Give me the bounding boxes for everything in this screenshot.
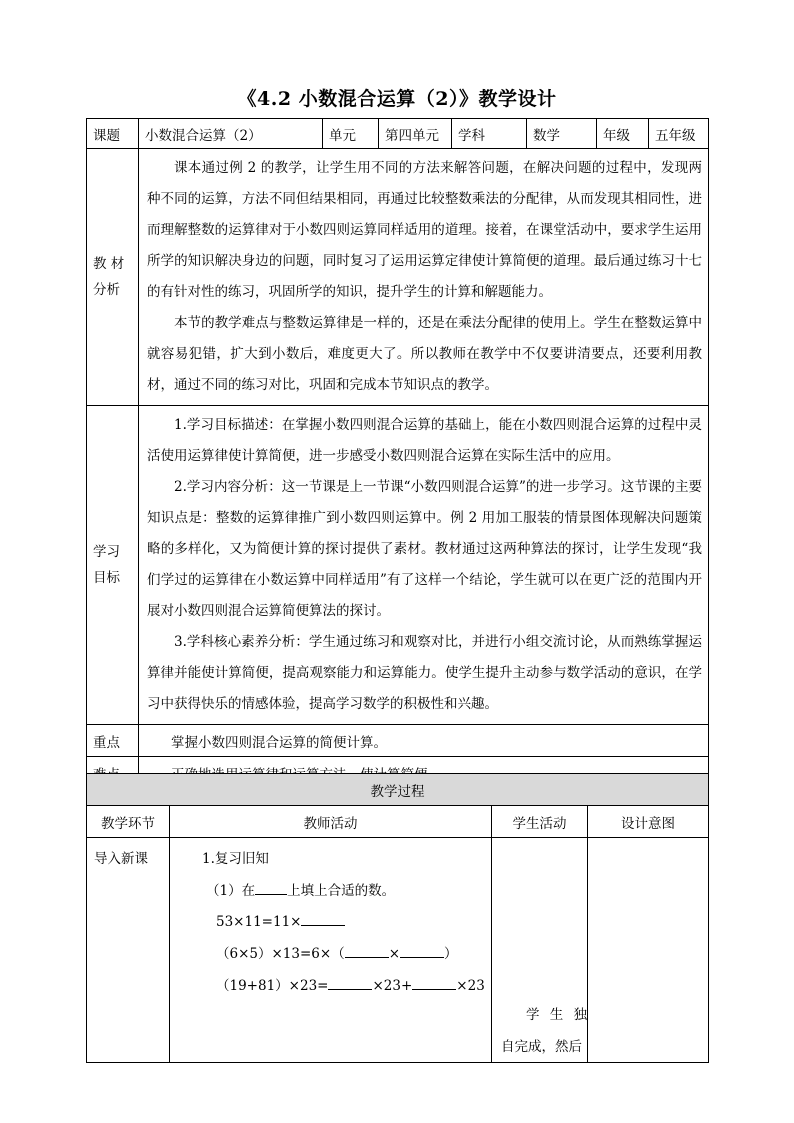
objectives-label: 学习 目标 [87,406,139,725]
equation-3-left: （19+81）×23= [216,978,329,994]
process-row-intro [87,838,709,1063]
column-stage: 教学环节 [87,806,170,838]
student-activity-line: 自完成，然后 [501,1039,582,1055]
objective-paragraph: 3.学科核心素养分析：学生通过练习和观察对比，并进行小组交流讨论，从而熟练掌握运算律并能使计算简便，提高观察能力和运算能力。使学生提升主动参与数学活动的意识，在学习中获得快乐的情感体验，提高学习数学的积极性和兴趣。 [147,634,702,712]
topic-value: 小数混合运算（2） [139,119,323,149]
student-activity-line: 学 生 独 [526,1007,591,1023]
key-point-value: 掌握小数四则混合运算的简便计算。 [139,725,709,757]
key-point-row [87,725,709,757]
unit-value: 第四单元 [379,119,452,149]
column-student-activity: 学生活动 [492,806,588,838]
equation-2 [216,942,458,962]
equation-2-mid: × [388,946,401,962]
answer-blank [400,943,444,958]
question-1-prefix: （1）在 [206,883,256,899]
analysis-row [87,149,709,406]
question-1-suffix: 上填上合适的数。 [287,883,396,899]
equation-1 [216,911,345,930]
process-heading-row [87,774,709,806]
subject-value: 数学 [527,119,597,149]
column-design-intent: 设计意图 [588,806,709,838]
student-activity-cell [492,838,591,1063]
objectives-content [139,406,709,725]
process-heading: 教学过程 [87,774,709,806]
fill-blank [255,880,287,895]
objective-paragraph: 1.学习目标描述：在掌握小数四则混合运算的基础上，能在小数四则混合运算的过程中灵活使用运算律使计算简便，进一步感受小数四则混合运算在实际生活中的应用。 [147,417,702,464]
equation-3 [216,974,485,994]
grade-value: 五年级 [649,119,709,149]
analysis-paragraph: 课本通过例 2 的教学，让学生用不同的方法来解答问题，在解决问题的过程中，发现两种不同的运算，方法不同但结果相同，再通过比较整数乘法的分配律，从而发现其相同性，进而理解整数的运算律对于小数四则运算同样适用的道理。接着，在课堂活动中，要求学生运用所学的知识解决身边的问题，同时复习了运用运算定律使计算简便的道理。最后通过练习十七的有针对性的练习，巩固所学的知识，提升学生的计算和解题能力。 [147,160,702,300]
teacher-activity-cell [170,838,492,1063]
equation-1-text: 53×11=11× [216,914,302,930]
answer-blank [345,943,389,958]
teaching-process-table [86,773,709,1063]
design-intent-cell [588,838,709,1063]
lesson-info-table [86,118,709,789]
equation-2-right: ） [444,946,458,962]
analysis-label: 教 材 分析 [87,149,139,406]
answer-blank [328,975,372,990]
question-1 [206,879,395,899]
grade-label: 年级 [597,119,649,149]
header-row [87,119,709,149]
analysis-paragraph: 本节的教学难点与整数运算律是一样的，还是在乘法分配律的使用上。学生在整数运算中就容易犯错，扩大到小数后，难度更大了。所以教师在教学中不仅要讲清要点，还要利用教材，通过不同的练习对比，巩固和完成本节知识点的教学。 [147,315,702,393]
unit-label: 单元 [323,119,379,149]
answer-blank [301,911,345,926]
objectives-row [87,406,709,725]
topic-label: 课题 [87,119,139,149]
review-step: 1.复习旧知 [202,851,269,867]
equation-3-right: ×23 [456,978,485,994]
key-point-label: 重点 [87,725,139,757]
subject-label: 学科 [452,119,527,149]
objective-paragraph: 2.学习内容分析：这一节课是上一节课“小数四则混合运算”的进一步学习。这节课的主要知识点是：整数的运算律推广到小数四则运算中。例 2 用加工服装的情景图体现解决问题策略的多样化，又为简便计算的探讨提供了素材。教材通过这两种算法的探讨，让学生发现“我们学过的运算律在小数运算中同样适用”有了这样一个结论，学生就可以在更广泛的范围内开展对小数四则混合运算简便算法的探讨。 [147,479,702,619]
document-title: 《4.2 小数混合运算（2）》教学设计 [237,88,557,110]
stage-cell [87,838,170,1063]
analysis-content [139,149,709,406]
equation-3-mid: ×23+ [372,978,413,994]
answer-blank [412,975,456,990]
column-teacher-activity: 教师活动 [170,806,492,838]
stage-label: 导入新课 [94,851,148,867]
process-columns-row [87,806,709,838]
equation-2-left: （6×5）×13=6×（ [216,946,345,962]
